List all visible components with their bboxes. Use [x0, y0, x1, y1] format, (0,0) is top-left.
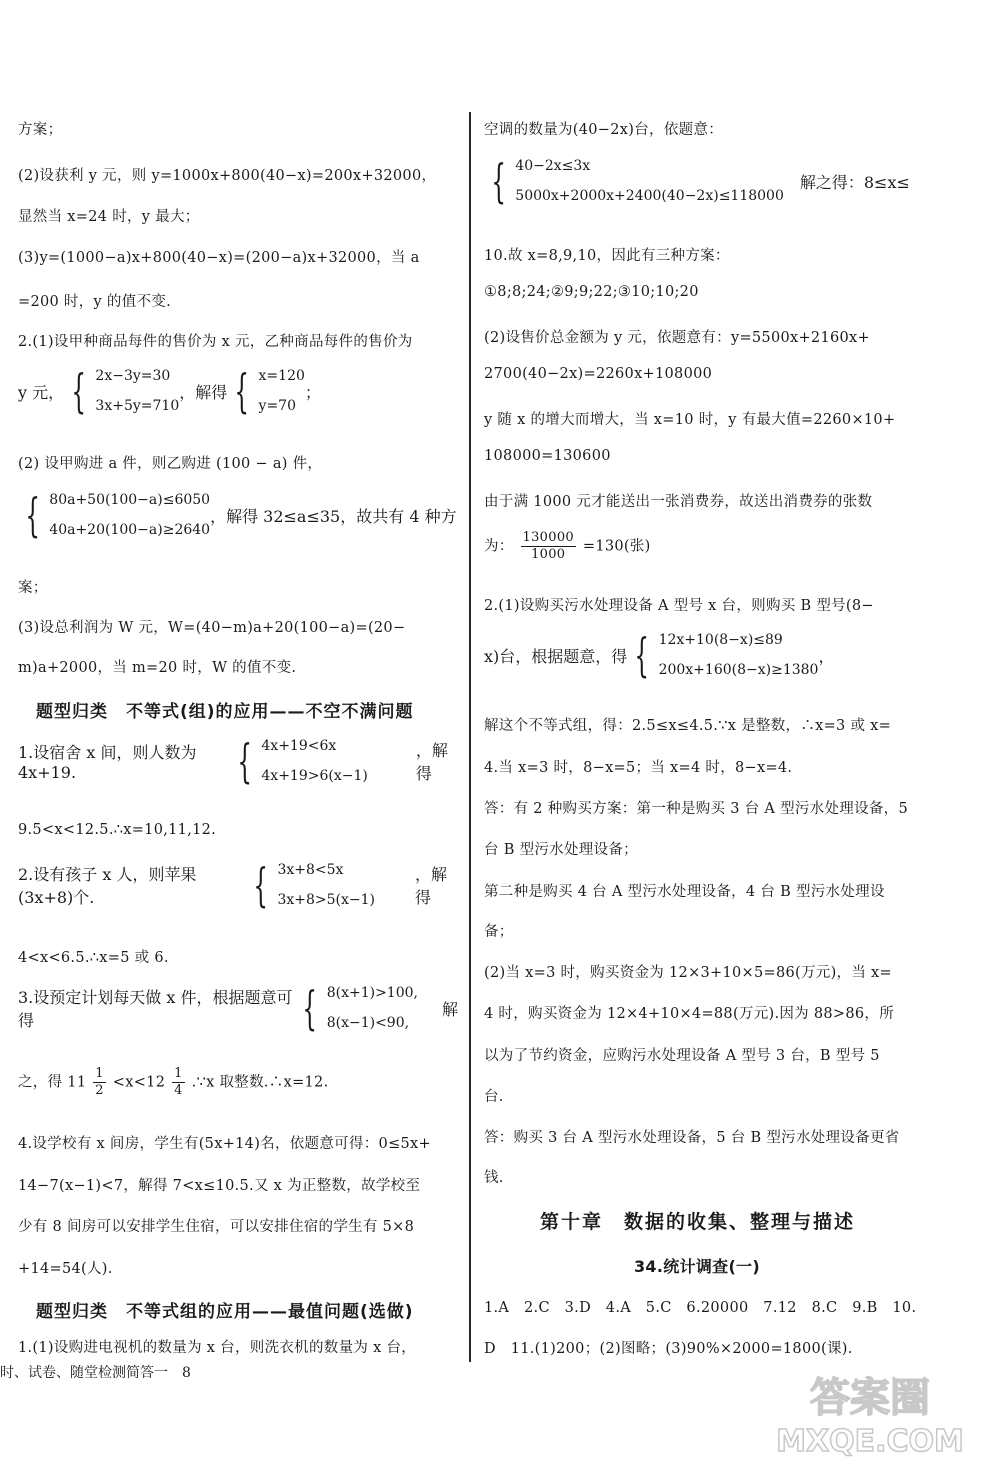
text: y 元， [18, 382, 65, 402]
text-line: 显然当 x=24 时，y 最大； [18, 209, 200, 225]
text: ，解得 [415, 865, 448, 907]
brace-icon: { [234, 364, 250, 418]
equation-system [327, 985, 418, 1031]
text-line: 案； [18, 580, 48, 596]
text-line: (2)设售价总金额为 y 元，依题意有：y=5500x+2160x+ [484, 330, 870, 346]
text-line: 答：有 2 种购买方案：第一种是购买 3 台 A 型污水处理设备，5 [484, 801, 908, 817]
solution-system [259, 368, 305, 414]
equation: 4x+19<6x [261, 738, 337, 754]
text: ； [304, 382, 321, 402]
text-line: m)a+2000，当 m=20 时，W 的值不变. [18, 660, 297, 676]
text-line: (3)y=(1000−a)x+800(40−x)=(200−a)x+32000，当 a [18, 250, 420, 266]
text-line: 1.(1)设购进电视机的数量为 x 台，则洗衣机的数量为 x 台， [18, 1340, 417, 1356]
brace-icon: { [253, 858, 269, 912]
equation-system [515, 158, 784, 204]
text-line: 台. [484, 1089, 504, 1105]
text-line: 10.故 x=8,9,10，因此有三种方案： [484, 248, 730, 264]
text-line: ①8;8;24;②9;9;22;③10;10;20 [484, 284, 699, 300]
brace-icon: { [634, 628, 650, 682]
text-line: y 随 x 的增大而增大，当 x=10 时，y 有最大值=2260×10+ [484, 412, 896, 428]
chapter-title: 第十章 数据的收集、整理与描述 [540, 1211, 856, 1233]
denominator: 2 [95, 1083, 104, 1098]
section-heading: 题型归类 不等式组的应用——最值问题(选做) [36, 1302, 414, 1322]
equation: 4x+19>6(x−1) [261, 768, 368, 784]
brace-icon: { [491, 154, 506, 208]
equation: x=120 [258, 368, 305, 384]
equation: 12x+10(8−x)≤89 [658, 632, 783, 648]
equation: 5000x+2000x+2400(40−2x)≤118000 [515, 188, 784, 204]
text-line [484, 530, 651, 563]
text: ， [818, 646, 835, 666]
equation: 80a+50(100−a)≤6050 [49, 492, 211, 508]
text-line: 台 B 型污水处理设备； [484, 842, 638, 858]
equation: 3x+8<5x [277, 862, 344, 878]
text: ，解得 [415, 741, 448, 783]
denominator: 1000 [531, 547, 566, 562]
equation: 40a+20(100−a)≥2640 [49, 522, 211, 538]
text-line: (2)设获利 y 元，则 y=1000x+800(40−x)=200x+32000， [18, 168, 437, 184]
watermark-icon [760, 1363, 980, 1463]
brace-icon: { [302, 981, 318, 1035]
fraction [172, 1066, 185, 1099]
numerator: 1 [174, 1066, 183, 1081]
equation: 200x+160(8−x)≥1380 [658, 662, 819, 678]
text: 3.设预定计划每天做 x 件，根据题意可得 [18, 988, 293, 1030]
watermark-url: MXQE.COM [776, 1424, 964, 1459]
equation-system [95, 368, 179, 414]
equation-line [18, 488, 457, 542]
text-line: 4 时，购买资金为 12×4+10×4=88(万元).因为 88>86，所 [484, 1006, 895, 1022]
equation-system [49, 492, 210, 538]
numerator: 130000 [522, 530, 574, 545]
equation: 8(x−1)<90, [326, 1015, 410, 1031]
text-line: 1.A 2.C 3.D 4.A 5.C 6.20000 7.12 8.C 9.B 10. [484, 1300, 917, 1316]
text-line: 少有 8 间房可以安排学生住宿，可以安排住宿的学生有 5×8 [18, 1219, 415, 1235]
text-line: 4.设学校有 x 间房，学生有(5x+14)名，依题意可得：0≤5x+ [18, 1136, 431, 1152]
text: 为： [484, 538, 514, 555]
text-line: 2.(1)设购买污水处理设备 A 型号 x 台，则购买 B 型号(8− [484, 598, 874, 614]
equation-system [659, 632, 819, 678]
text-line: D 11.(1)200；(2)图略；(3)90%×2000=1800(课). [484, 1341, 853, 1357]
text: 解之得：8≤x≤ [799, 172, 910, 192]
watermark-logo [760, 1363, 980, 1463]
text: ，解得 [179, 382, 228, 402]
text-line: (3)设总利润为 W 元，W=(40−m)a+20(100−a)=(20− [18, 620, 406, 636]
text-line: 以为了节约资金，应购污水处理设备 A 型号 3 台，B 型号 5 [484, 1048, 880, 1064]
text-line: 第二种是购买 4 台 A 型污水处理设备，4 台 B 型污水处理设 [484, 884, 885, 900]
text-line: 钱. [484, 1170, 504, 1186]
text: 之，得 11 [18, 1074, 87, 1091]
text-line: (2) 设甲购进 a 件，则乙购进 (100 − a) 件， [18, 456, 323, 472]
page-footer: 时、试卷、随堂检测简答一 8 [0, 1365, 191, 1381]
text: x)台，根据题意，得 [484, 646, 628, 666]
equation-system [261, 738, 367, 784]
text-line: 备； [484, 924, 514, 940]
equation: 3x+5y=710 [95, 398, 180, 414]
text-line: 2700(40−2x)=2260x+108000 [484, 366, 713, 382]
text-line: 9.5<x<12.5.∴x=10,11,12. [18, 822, 217, 838]
section-title: 34.统计调查(一) [634, 1257, 760, 1276]
text-line [18, 1066, 328, 1099]
text: ，解得 32≤a≤35，故共有 4 种方 [210, 506, 457, 526]
text: 2.设有孩子 x 人，则苹果(3x+8)个. [18, 865, 197, 907]
text-line: 4.当 x=3 时，8−x=5；当 x=4 时，8−x=4. [484, 760, 793, 776]
text-line: 108000=130600 [484, 448, 611, 464]
text-line: 由于满 1000 元才能送出一张消费券，故送出消费券的张数 [484, 494, 873, 510]
text-line: 方案； [18, 122, 63, 138]
text-line: (2)当 x=3 时，购买资金为 12×3+10×5=86(万元)，当 x= [484, 965, 892, 981]
text: <x<12 [112, 1074, 166, 1091]
equation: 2x−3y=30 [95, 368, 171, 384]
equation-line [18, 364, 321, 418]
brace-icon: { [25, 488, 40, 542]
equation-line [18, 734, 458, 788]
text-line: 空调的数量为(40−2x)台，依题意： [484, 122, 724, 138]
text: =130(张) [582, 538, 651, 555]
brace-icon: { [237, 734, 253, 788]
text-line: +14=54(人). [18, 1261, 113, 1277]
text-line: 2.(1)设甲种商品每件的售价为 x 元，乙种商品每件的售价为 [18, 334, 413, 350]
watermark-text: 答案圈 [810, 1375, 930, 1421]
equation-line [484, 154, 910, 208]
column-divider [469, 112, 471, 1362]
fraction [521, 530, 576, 563]
equation: 3x+8>5(x−1) [277, 892, 375, 908]
section-heading: 题型归类 不等式(组)的应用——不空不满问题 [36, 702, 414, 722]
equation-system [277, 862, 375, 908]
text-line: 14−7(x−1)<7，解得 7<x≤10.5.又 x 为正整数，故学校至 [18, 1178, 421, 1194]
equation-line [484, 628, 835, 682]
equation: y=70 [258, 398, 296, 414]
fraction [93, 1066, 106, 1099]
denominator: 4 [174, 1083, 183, 1098]
text: 解 [441, 999, 458, 1019]
text-line: 解这个不等式组，得：2.5≤x≤4.5.∵x 是整数，∴x=3 或 x= [484, 718, 892, 734]
equation: 40−2x≤3x [515, 158, 591, 174]
text: 1.设宿舍 x 间，则人数为 4x+19. [18, 743, 197, 782]
brace-icon: { [71, 364, 87, 418]
equation-line [18, 981, 458, 1035]
equation: 8(x+1)>100, [326, 985, 418, 1001]
text-line: =200 时，y 的值不变. [18, 294, 172, 310]
equation-line [18, 858, 458, 912]
numerator: 1 [95, 1066, 104, 1081]
text-line: 4<x<6.5.∴x=5 或 6. [18, 950, 169, 966]
text: .∵x 取整数.∴x=12. [191, 1074, 329, 1091]
text-line: 答：购买 3 台 A 型污水处理设备，5 台 B 型污水处理设备更省 [484, 1130, 900, 1146]
